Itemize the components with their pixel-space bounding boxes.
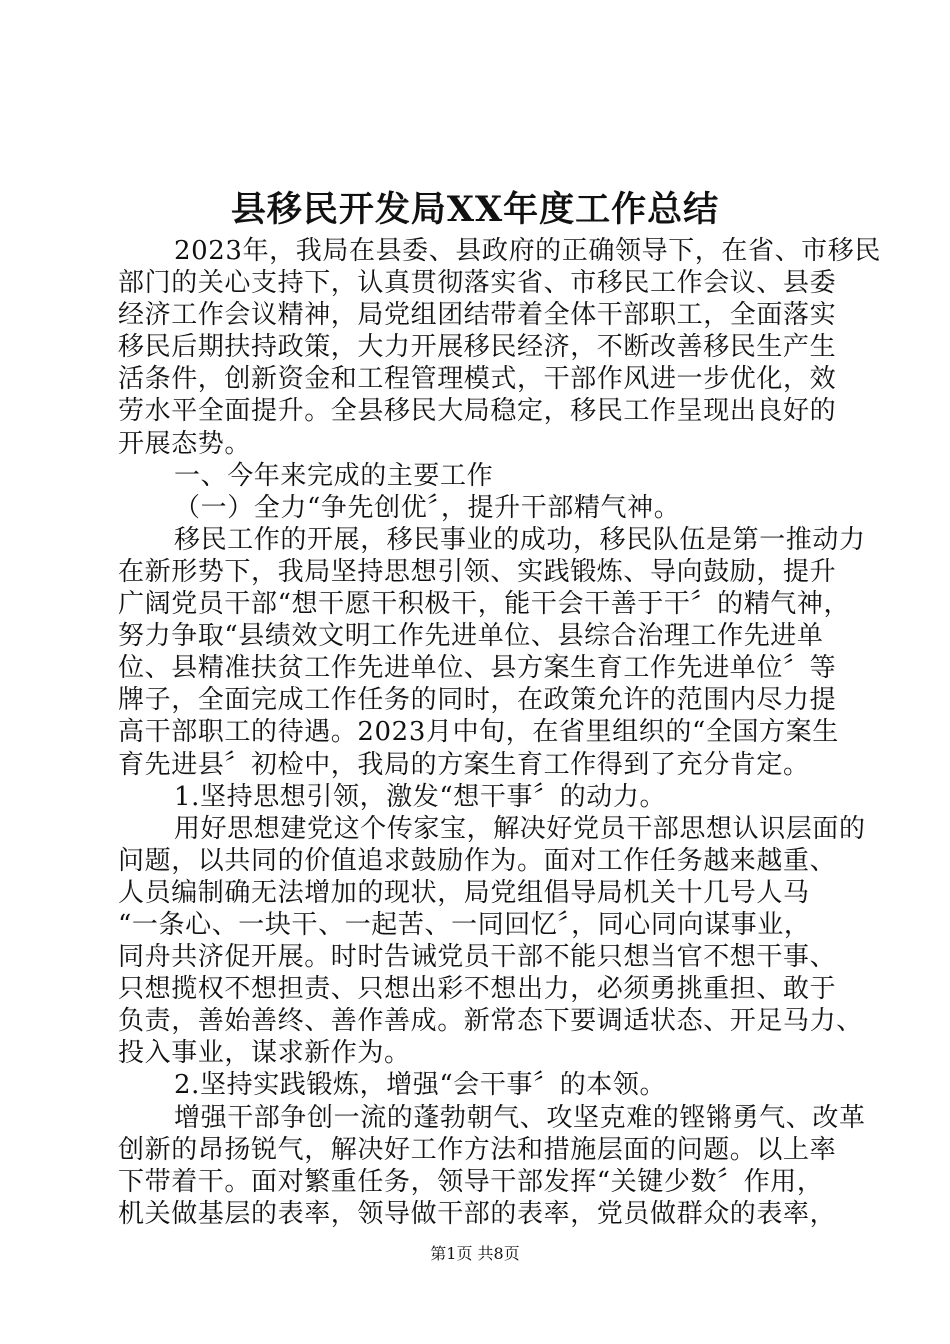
point-heading: 1.坚持思想引领，激发“想干事〞的动力。 bbox=[174, 781, 667, 812]
text-line: “一条心、一块干、一起苦、一同回忆〞，同心同向谋事业， bbox=[118, 909, 811, 940]
text-line: 投入事业，谋求新作为。 bbox=[118, 1038, 411, 1069]
text-line: 位、县精准扶贫工作先进单位、县方案生育工作先进单位〞等 bbox=[118, 653, 837, 684]
text-line: 创新的昂扬锐气，解决好工作方法和措施层面的问题。以上率 bbox=[118, 1134, 837, 1165]
text-line: 只想揽权不想担责、只想出彩不想出力，必须勇挑重担、敢于 bbox=[118, 974, 837, 1005]
text-line: 牌子，全面完成工作任务的同时，在政策允许的范围内尽力提 bbox=[118, 685, 837, 716]
text-line: 部门的关心支持下，认真贯彻落实省、市移民工作会议、县委 bbox=[118, 268, 837, 299]
text-line: 人员编制确无法增加的现状，局党组倡导局机关十几号人马 bbox=[118, 877, 810, 908]
document-body bbox=[118, 235, 881, 1230]
text-line: 移民工作的开展，移民事业的成功，移民队伍是第一推动力 bbox=[174, 524, 866, 555]
text-line: 广阔党员干部“想干愿干积极干，能干会干善于干〞的精气神， bbox=[118, 589, 851, 620]
subsection-heading: （一）全力“争先创优〞，提升干部精气神。 bbox=[174, 492, 681, 523]
text-line: 问题，以共同的价值追求鼓励作为。面对工作任务越来越重、 bbox=[118, 845, 837, 876]
text-line: 高干部职工的待遇。2023月中旬，在省里组织的“全国方案生 bbox=[118, 717, 839, 748]
text-line: 努力争取“县绩效文明工作先进单位、县综合治理工作先进单 bbox=[118, 621, 824, 652]
page-footer: 第1页 共8页 bbox=[430, 1244, 520, 1263]
text-line: 增强干部争创一流的蓬勃朝气、攻坚克难的铿锵勇气、改革 bbox=[174, 1102, 866, 1133]
text-line: 活条件，创新资金和工程管理模式，干部作风进一步优化，效 bbox=[118, 364, 837, 395]
text-line: 用好思想建党这个传家宝，解决好党员干部思想认识层面的 bbox=[174, 813, 866, 844]
text-line: 负责，善始善终、善作善成。新常态下要调适状态、开足马力、 bbox=[118, 1006, 863, 1037]
text-line: 2023年，我局在县委、县政府的正确领导下，在省、市移民 bbox=[174, 236, 881, 266]
text-line: 在新形势下，我局坚持思想引领、实践锻炼、导向鼓励，提升 bbox=[118, 556, 837, 587]
text-line: 开展态势。 bbox=[118, 428, 252, 459]
text-line: 下带着干。面对繁重任务，领导干部发挥“关键少数〞作用， bbox=[118, 1166, 824, 1197]
text-line: 育先进县〞初检中，我局的方案生育工作得到了充分肯定。 bbox=[118, 749, 810, 780]
text-line: 同舟共济促开展。时时告诫党员干部不能只想当官不想干事、 bbox=[118, 942, 837, 973]
text-line: 机关做基层的表率，领导做干部的表率，党员做群众的表率， bbox=[118, 1198, 837, 1229]
section-heading: 一、今年来完成的主要工作 bbox=[174, 460, 494, 491]
text-line: 经济工作会议精神，局党组团结带着全体干部职工，全面落实 bbox=[118, 300, 837, 331]
text-line: 移民后期扶持政策，大力开展移民经济，不断改善移民生产生 bbox=[118, 332, 837, 363]
text-line: 劳水平全面提升。全县移民大局稳定，移民工作呈现出良好的 bbox=[118, 396, 837, 427]
page-title: 县移民开发局XX年度工作总结 bbox=[230, 189, 720, 230]
point-heading: 2.坚持实践锻炼，增强“会干事〞的本领。 bbox=[174, 1070, 667, 1101]
